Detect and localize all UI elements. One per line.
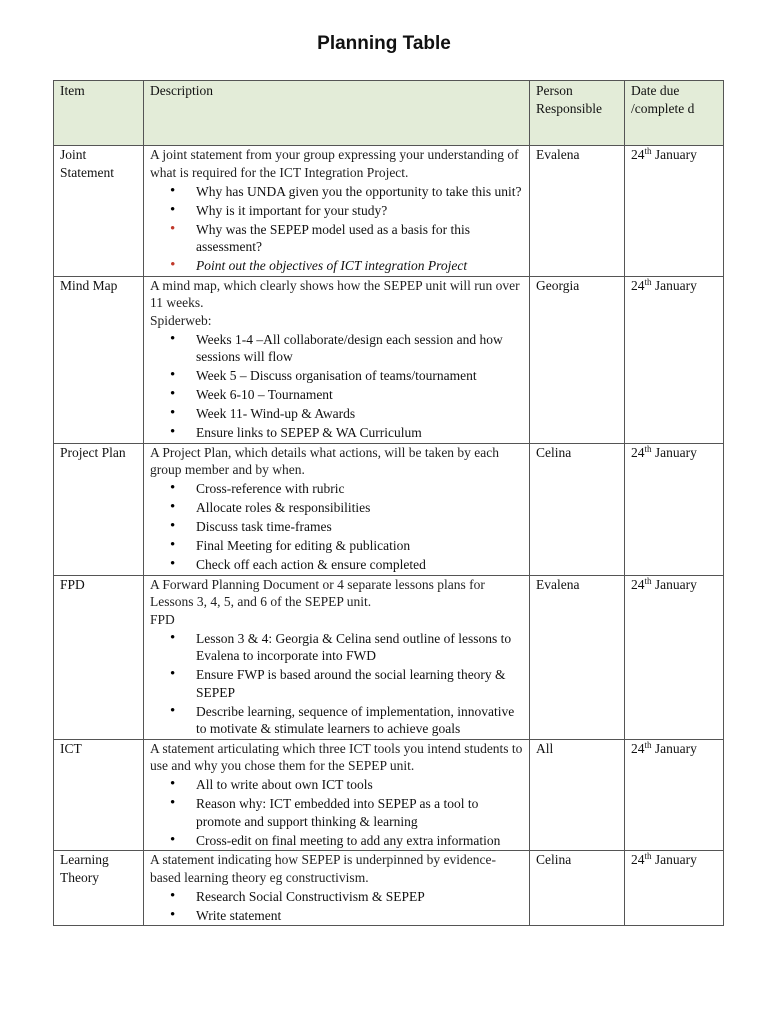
item-cell: Learning Theory	[54, 851, 144, 926]
description-text: A Forward Planning Document or 4 separate lessons plans for Lessons 3, 4, 5, and 6 of the SEPEP unit.	[150, 576, 485, 609]
date-month: January	[651, 576, 697, 592]
table-row	[54, 276, 724, 443]
list-item: • Point out the objectives of ICT integration Project	[196, 257, 523, 275]
list-item: • Research Social Constructivism & SEPEP	[196, 888, 523, 906]
list-item: • Reason why: ICT embedded into SEPEP as a tool to promote and support thinking & learning	[196, 795, 523, 830]
person-cell: Evalena	[530, 575, 625, 739]
list-item: • Ensure links to SEPEP & WA Curriculum	[196, 424, 523, 442]
list-item: • Discuss task time-frames	[196, 518, 523, 536]
list-item: • Write statement	[196, 907, 523, 925]
date-day: 24	[631, 277, 645, 293]
date-cell	[625, 146, 724, 277]
description-cell	[144, 443, 530, 575]
date-day: 24	[631, 576, 645, 592]
description-cell	[144, 146, 530, 277]
document-title: Planning Table	[317, 33, 451, 54]
table-row	[54, 146, 724, 277]
list-item: • Why was the SEPEP model used as a basis for this assessment?	[196, 221, 523, 256]
item-cell: ICT	[54, 739, 144, 851]
table-row	[54, 575, 724, 739]
list-item: • Cross-edit on final meeting to add any extra information	[196, 832, 523, 850]
item-cell: Joint Statement	[54, 146, 144, 277]
date-month: January	[651, 740, 697, 756]
date-suffix: th	[644, 739, 652, 750]
date-suffix: th	[644, 851, 652, 861]
list-item: • Describe learning, sequence of implementation, innovative to motivate & stimulate learners to achieve goals	[196, 703, 523, 738]
date-cell	[625, 739, 724, 851]
date-suffix: th	[644, 146, 652, 156]
person-cell: Celina	[530, 851, 625, 926]
table-row	[54, 851, 724, 926]
list-item: • Check off each action & ensure completed	[196, 556, 523, 574]
bullet-list	[150, 630, 523, 738]
date-day: 24	[631, 444, 645, 460]
item-cell: Project Plan	[54, 443, 144, 575]
bullet-list	[150, 776, 523, 849]
date-suffix: th	[644, 276, 652, 287]
header-row	[54, 81, 724, 146]
header-description: Description	[144, 81, 530, 146]
bullet-list	[150, 888, 523, 925]
date-cell	[625, 851, 724, 926]
table-row	[54, 443, 724, 575]
date-cell	[625, 276, 724, 443]
date-day: 24	[631, 147, 645, 162]
item-cell: Mind Map	[54, 276, 144, 443]
list-item: • Week 5 – Discuss organisation of teams/tournament	[196, 367, 523, 385]
date-month: January	[651, 277, 697, 293]
list-item: • Allocate roles & responsibilities	[196, 499, 523, 517]
list-item: • Lesson 3 & 4: Georgia & Celina send outline of lessons to Evalena to incorporate into FWD	[196, 630, 523, 665]
description-subheading: FPD	[150, 611, 175, 627]
planning-table	[53, 80, 724, 926]
date-month: January	[651, 147, 697, 162]
description-text: A Project Plan, which details what actions, will be taken by each group member and by when.	[150, 444, 500, 477]
list-item: • Week 11- Wind-up & Awards	[196, 405, 523, 423]
date-day: 24	[631, 740, 645, 756]
date-month: January	[651, 444, 697, 460]
list-item: • Final Meeting for editing & publication	[196, 537, 523, 555]
list-item: • Ensure FWP is based around the social learning theory & SEPEP	[196, 666, 523, 701]
list-item: • Cross-reference with rubric	[196, 480, 523, 498]
date-suffix: th	[644, 575, 652, 586]
date-cell	[625, 575, 724, 739]
item-cell: FPD	[54, 575, 144, 739]
list-item: • Why is it important for your study?	[196, 202, 523, 220]
date-suffix: th	[644, 443, 652, 454]
description-subheading: Spiderweb:	[150, 312, 212, 328]
table-row	[54, 739, 724, 851]
person-cell: Georgia	[530, 276, 625, 443]
bullet-list	[150, 183, 523, 275]
description-cell	[144, 739, 530, 851]
header-date: Date due /complete d	[625, 81, 724, 146]
header-person: Person Responsible	[530, 81, 625, 146]
date-cell	[625, 443, 724, 575]
description-text: A statement indicating how SEPEP is underpinned by evidence-based learning theory eg constructivism.	[150, 852, 496, 885]
bullet-list	[150, 480, 523, 574]
date-month: January	[651, 852, 697, 867]
person-cell: Celina	[530, 443, 625, 575]
description-cell	[144, 276, 530, 443]
list-item: • Weeks 1-4 –All collaborate/design each session and how sessions will flow	[196, 331, 523, 366]
description-cell	[144, 851, 530, 926]
person-cell: Evalena	[530, 146, 625, 277]
description-text: A mind map, which clearly shows how the SEPEP unit will run over 11 weeks.	[150, 277, 520, 310]
date-day: 24	[631, 852, 645, 867]
description-text: A statement articulating which three ICT tools you intend students to use and why you chose them for the SEPEP unit.	[150, 740, 523, 773]
description-cell	[144, 575, 530, 739]
description-text: A joint statement from your group expressing your understanding of what is required for the ICT Integration Project.	[150, 147, 519, 180]
list-item: • Week 6-10 – Tournament	[196, 386, 523, 404]
list-item: • Why has UNDA given you the opportunity to take this unit?	[196, 183, 523, 201]
list-item: • All to write about own ICT tools	[196, 776, 523, 794]
header-item: Item	[54, 81, 144, 146]
person-cell: All	[530, 739, 625, 851]
bullet-list	[150, 331, 523, 442]
